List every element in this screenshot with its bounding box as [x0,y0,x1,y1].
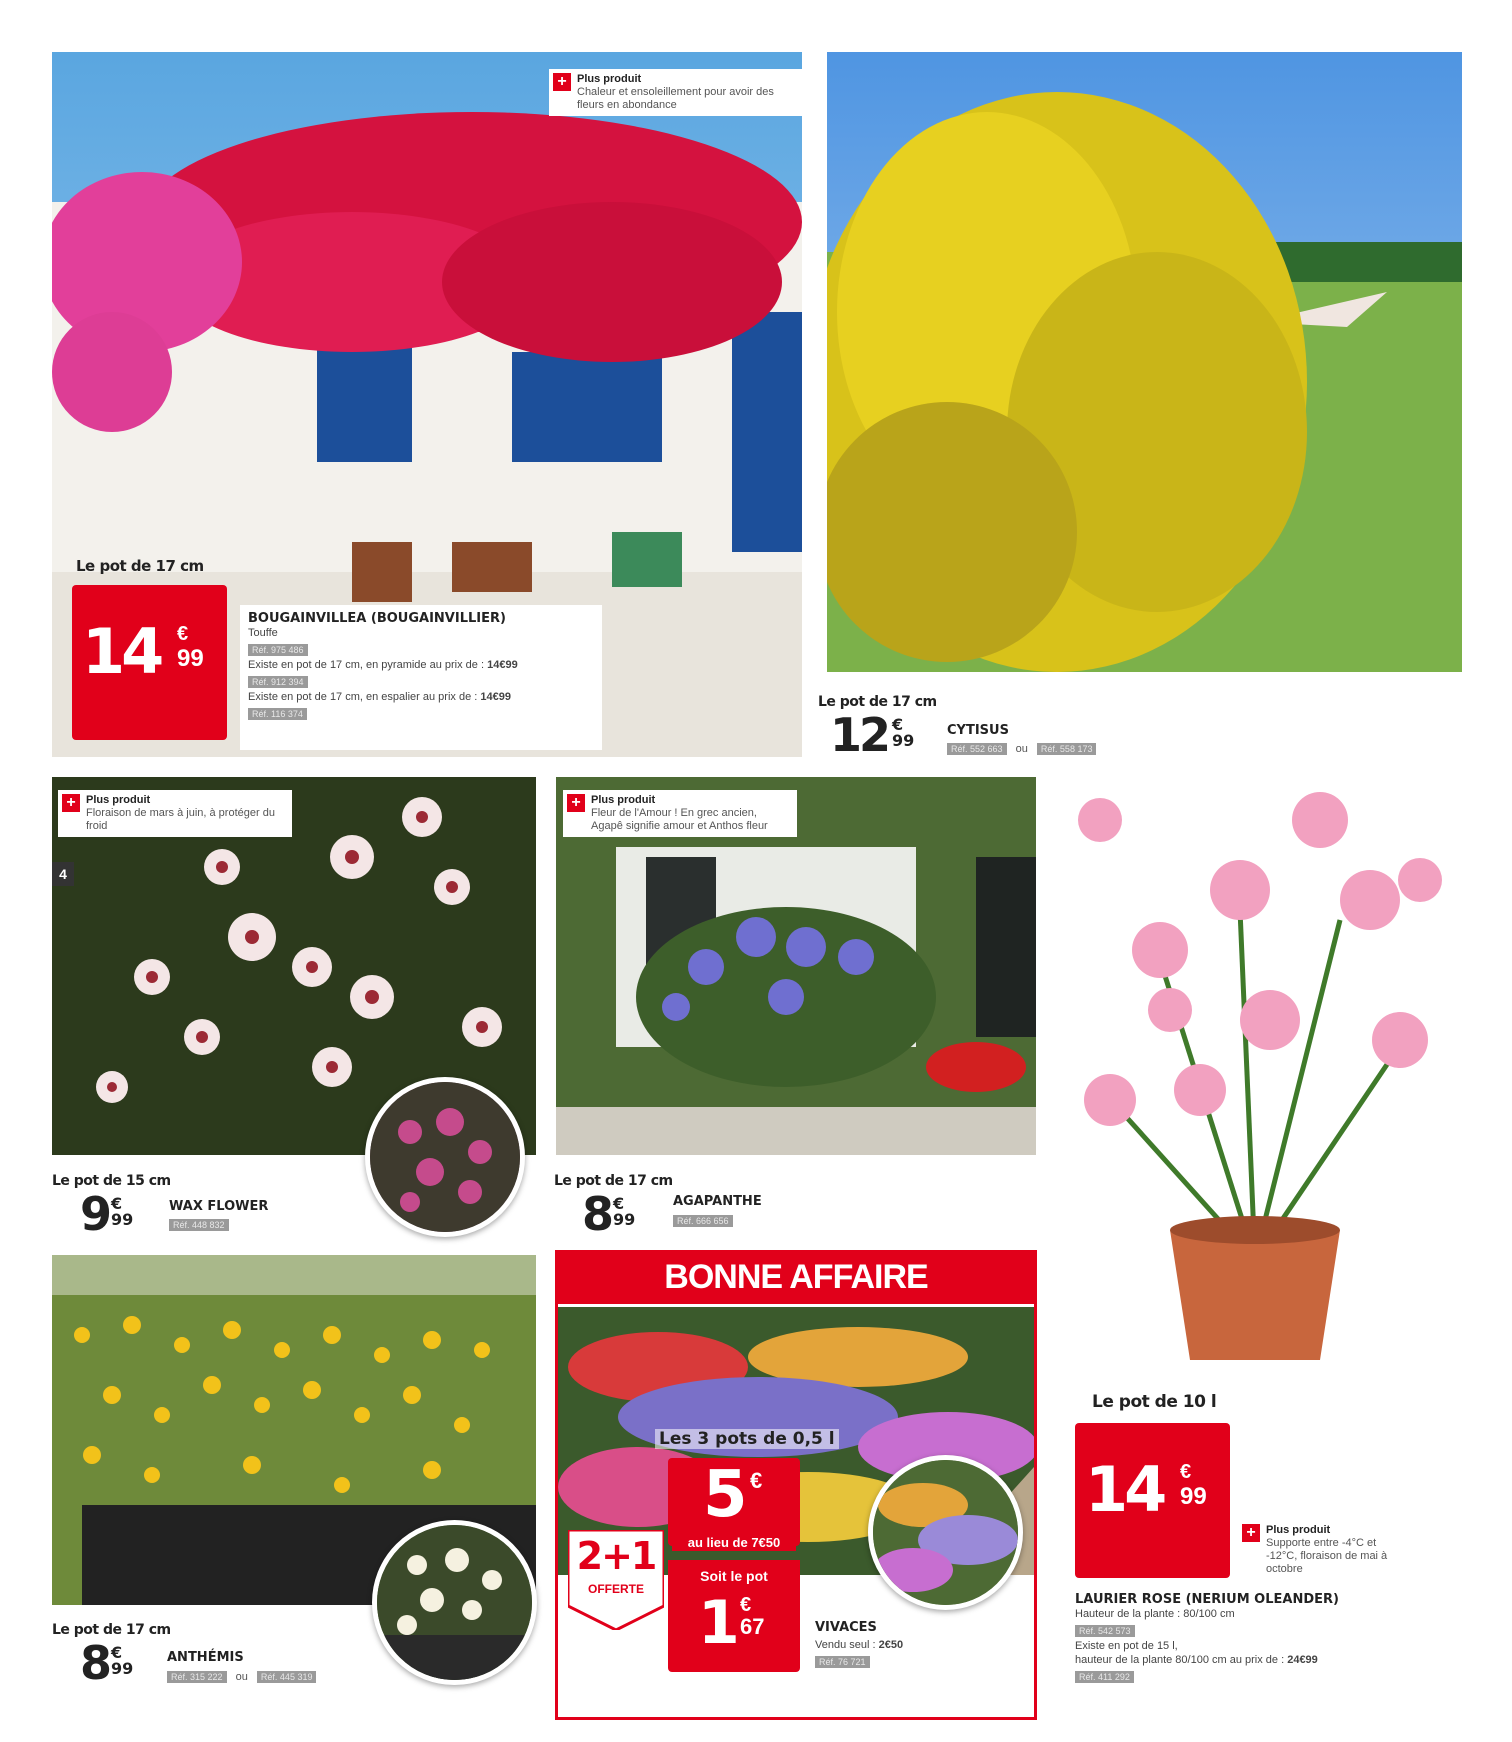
price-int: 14 [1085,1453,1164,1526]
anthemis-pot-label: Le pot de 17 cm [52,1622,171,1638]
laurier-rose-price-box [1075,1423,1230,1578]
wax-flower-ref: Réf. 448 832 [169,1219,229,1231]
plus-text: Supporte entre -4°C et -12°C, floraison de mai à octobre [1266,1537,1388,1575]
bonne-affaire-title: BONNE AFFAIRE [664,1258,928,1296]
ref-3: Réf. 116 374 [248,708,307,720]
vivaces-inset-photo [868,1455,1023,1610]
product-height: Hauteur de la plante : 80/100 cm [1075,1608,1235,1620]
product-sub: Touffe [248,627,278,639]
plus-title: Plus produit [1266,1524,1331,1536]
wax-flower-pot-label: Le pot de 15 cm [52,1173,171,1189]
variant-price: 24€99 [1287,1654,1318,1666]
laurier-rose-plus-box [1238,1520,1397,1580]
sold-alone-price: 2€50 [878,1639,904,1651]
cytisus-refs [947,743,1096,755]
price-int: 5 [703,1458,748,1532]
plus-text: Fleur de l'Amour ! En grec ancien, Agapê signifie amour et Anthos fleur [591,807,768,832]
plus-icon: + [1242,1524,1260,1542]
unit-price-int: 1 [698,1588,740,1658]
ref-2: Réf. 912 394 [248,676,308,688]
variant-espalier-price: 14€99 [480,691,511,703]
or-text: ou [235,1671,248,1683]
vivaces-instead: au lieu de 7€50 [672,1535,796,1551]
plus-text: Floraison de mars à juin, à protéger du froid [86,807,275,832]
laurier-rose-info [1075,1592,1475,1685]
price-cents: 99 [177,645,204,672]
plus-title: Plus produit [577,73,642,85]
plus-icon: + [553,73,571,91]
variant-line-1: Existe en pot de 15 l, [1075,1640,1178,1652]
agapanthe-ref: Réf. 666 656 [673,1215,733,1227]
or-text: ou [1015,743,1028,755]
ref-2: Réf. 445 319 [257,1671,317,1683]
variant-pyramide-text: Existe en pot de 17 cm, en pyramide au prix de : [248,659,485,671]
bougainvillea-info [240,605,602,750]
ref-1: Réf. 542 573 [1075,1625,1135,1637]
bonne-affaire-banner [555,1250,1037,1304]
ref-1: Réf. 552 663 [947,743,1007,755]
variant-pyramide-price: 14€99 [487,659,518,671]
vivaces-unit-price-box [668,1560,800,1672]
wax-flower-price [80,1187,150,1247]
price-currency: € [892,715,904,734]
price-cents: 99 [111,1659,134,1678]
agapanthe-price [582,1187,652,1247]
bougainvillea-price-box [72,585,227,740]
vivaces-soit-label: Soit le pot [700,1568,768,1584]
variant-line-2 [1075,1653,1475,1667]
agapanthe-name: AGAPANTHE [673,1194,762,1209]
unit-price-currency: € [740,1594,752,1616]
page-number: 4 [52,862,74,886]
plus-title: Plus produit [86,794,151,806]
price-currency: € [613,1194,625,1213]
bougainvillea-plus-box [549,69,803,116]
price-currency: € [1180,1461,1192,1483]
ref-2: Réf. 558 173 [1037,743,1097,755]
offer-sub: OFFERTE [588,1582,644,1596]
variant-espalier [248,690,594,704]
vivaces-offer-badge [568,1530,664,1630]
wax-flower-plus-box [58,790,292,837]
price-int: 8 [582,1187,612,1241]
sold-alone-label: Vendu seul : [815,1639,876,1651]
price-int: 8 [80,1636,110,1690]
price-cents: 99 [613,1210,636,1229]
agapanthe-plus-box [563,790,797,837]
product-name: LAURIER ROSE (NERIUM OLEANDER) [1075,1592,1339,1607]
laurier-rose-photo [1040,760,1470,1380]
price-currency: € [111,1194,123,1213]
anthemis-refs [167,1671,316,1683]
anthemis-name: ANTHÉMIS [167,1650,244,1665]
ref-2: Réf. 411 292 [1075,1671,1134,1683]
plus-icon: + [62,794,80,812]
cytisus-name: CYTISUS [947,723,1009,738]
price-currency: € [111,1643,123,1662]
vivaces-price-box [668,1458,800,1546]
variant-pyramide [248,658,594,672]
laurier-rose-pot-label: Le pot de 10 l [1092,1392,1217,1412]
ref-1: Réf. 975 486 [248,644,308,656]
anthemis-price [80,1636,150,1696]
price-int: 12 [830,708,889,762]
wax-flower-inset-photo [365,1077,525,1237]
agapanthe-pot-label: Le pot de 17 cm [554,1173,673,1189]
price-currency: € [177,623,189,645]
price-cents: 99 [892,731,915,750]
plus-icon: + [567,794,585,812]
cytisus-pot-label: Le pot de 17 cm [818,694,937,710]
anthemis-inset-photo [372,1520,537,1685]
cytisus-photo [827,52,1462,672]
plus-text: Chaleur et ensoleillement pour avoir des fleurs en abondance [577,86,774,111]
wax-flower-name: WAX FLOWER [169,1199,269,1214]
variant-espalier-text: Existe en pot de 17 cm, en espalier au prix de : [248,691,478,703]
vivaces-name: VIVACES [815,1620,877,1635]
unit-price-cents: 67 [740,1614,765,1639]
variant-text: hauteur de la plante 80/100 cm au prix de : [1075,1654,1285,1666]
bougainvillea-pot-label: Le pot de 17 cm [76,557,204,575]
price-cents: 99 [111,1210,134,1229]
ref-1: Réf. 315 222 [167,1671,227,1683]
price-cents: 99 [1180,1483,1207,1510]
plus-title: Plus produit [591,794,656,806]
vivaces-sold-alone [815,1638,903,1652]
product-name: BOUGAINVILLEA (BOUGAINVILLIER) [248,611,506,626]
price-int: 9 [80,1187,110,1241]
vivaces-ref: Réf. 76 721 [815,1656,870,1668]
price-currency: € [750,1468,763,1493]
offer-main: 2+1 [576,1534,656,1578]
price-int: 14 [82,615,161,688]
vivaces-pots-label: Les 3 pots de 0,5 l [655,1429,839,1449]
cytisus-price [830,708,940,768]
